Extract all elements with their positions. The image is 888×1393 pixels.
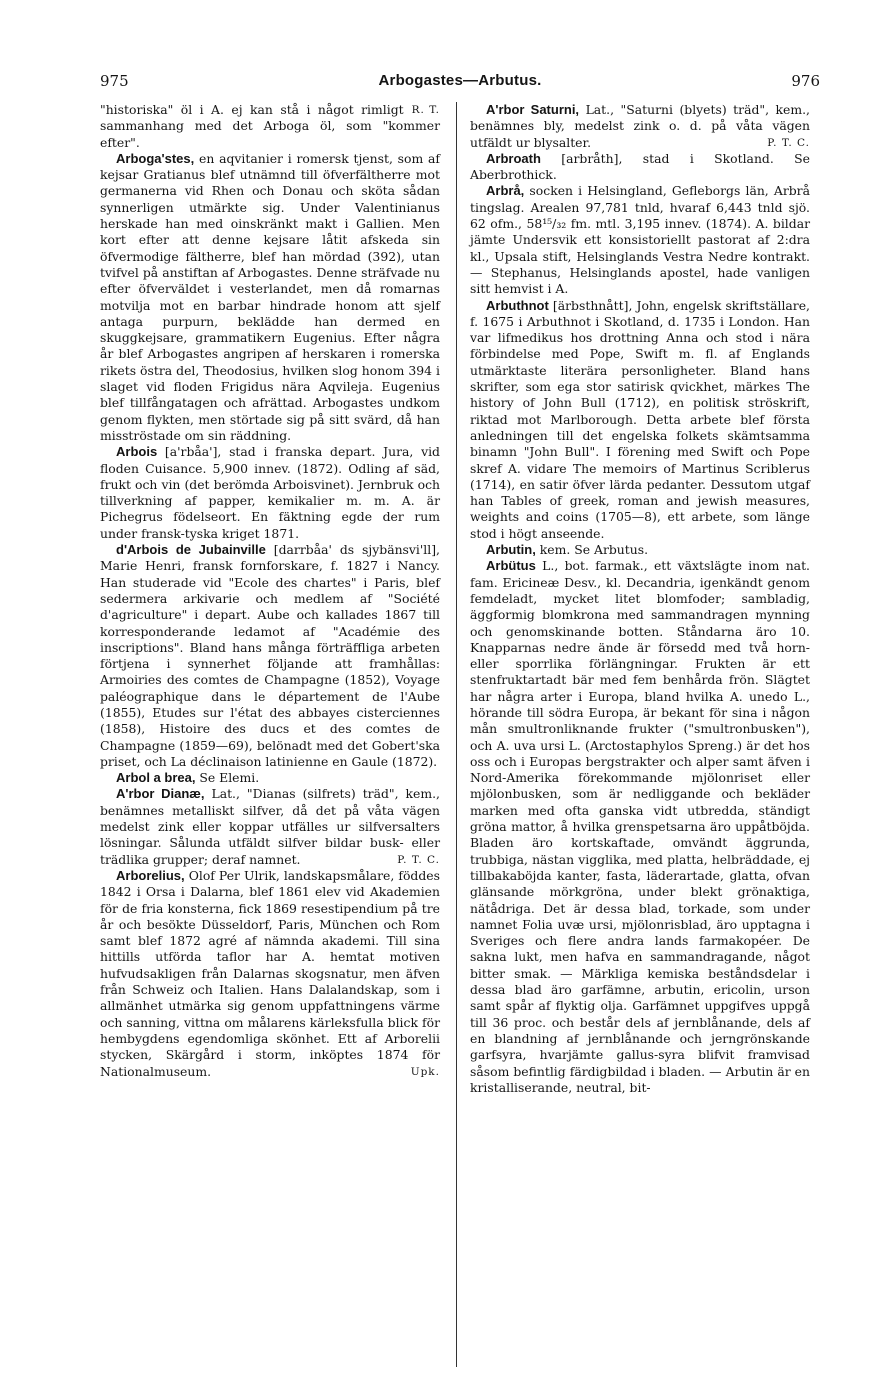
right-column xyxy=(470,102,810,1096)
entry-text: Se Elemi. xyxy=(195,770,260,786)
headword: A'rbor Saturni, xyxy=(486,102,580,117)
entry-text: Olof Per Ulrik, landskapsmålare, föddes 1842 i Orsa i Dalarna, blef 1861 elev vid Akademien för de fria konsterna, fick 1869 resestipendium på tre år och besökte Düsseldorf, Paris, München och Rom samt blef 1872 agré af nämnda akademi. Till sina hittills utförda taflor har A. hemtat motiven hufvudsakligen från Dalarnas skogsnatur, men äfven från Schweiz och Italien. Hans Dalalandskap, som i allmänhet utmärka sig genom uppfattningens värme och sanning, vittna om målarens kärleksfulla blick för hembygdens egendomliga skönhet. Ett af Arborelii stycken, Skärgård i storm, inköptes 1874 för Nationalmuseum. xyxy=(100,867,440,1079)
headword: Arbois xyxy=(116,444,158,460)
column-divider xyxy=(456,102,457,1367)
headword: A'rbor Dianæ, xyxy=(116,786,205,802)
entry xyxy=(100,770,440,786)
headword: Arbroath xyxy=(486,150,541,166)
page-header xyxy=(100,72,820,94)
signature: R. T. xyxy=(411,104,440,116)
entry-text: kem. Se Arbutus. xyxy=(535,542,649,558)
entry-text: [arbråth], stad i Skotland. Se Aberbrothick. xyxy=(470,150,810,183)
left-column xyxy=(100,102,440,1080)
entry xyxy=(100,786,440,867)
signature: P. T. C. xyxy=(397,853,440,866)
entry xyxy=(470,183,810,297)
entry xyxy=(100,151,440,444)
entry-text: [a'rbåa'], stad i franska depart. Jura, vid floden Cuisance. 5,900 innev. (1872). Odling af säd, frukt och vin (det berömda Arboisvinet). Jernbruk och tillverkning af papper, kemikalier m. m. A. är Pichegrus födelseort. En fäktning egde der rum under fransk-tyska kriget 1871. xyxy=(100,444,440,541)
entry xyxy=(470,558,810,1096)
entry-text: [darrbåa' ds sjybänsvi'll], Marie Henri, fransk fornforskare, f. 1827 i Nancy. Han studerade vid "Ecole des chartes" i Paris, blef sedermera arkivarie och medlem af "Société d'agriculture" i depart. Aube och kallades 1867 till korresponderande ledamot af "Académie des inscriptions". Bland hans många förträffliga arbeten förtjena i synnerhet följande att framhållas: Armoiries des comtes de Champagne (1852), Voyage paléographique dans le département de l'Aube (1855), Etudes sur l'état des abbayes cisterciennes (1858), Histoire des ducs et des comtes de Champagne (1859—69), belönadt med det Gobert'ska priset, och La déclinaison latinienne en Gaule (1872). xyxy=(100,542,440,769)
right-page-number: 976 xyxy=(791,72,820,90)
entry xyxy=(470,298,810,542)
entry xyxy=(100,542,440,770)
headword: Arbrå, xyxy=(486,183,525,199)
headword: Arbol a brea, xyxy=(116,770,196,786)
entry xyxy=(470,542,810,558)
headword: Arbuthnot xyxy=(486,297,549,313)
entry-text: en aqvitanier i romersk tjenst, som af kejsar Gratianus blef utnämnd till öfverfältherre mot germanerna vid Rhen och Donau och sköta sådan synnerligen utmärkte sig. Under Valentinianus herskade han med oinskränkt makt i Gallien. Men kort efter att denne kejsare låtit afskeda sin öfvermodige fältherre, blef han mördad (392), utan tvifvel på anstiftan af Arbogastes. Denne sträfvade nu efter öfverväldet i vesterlandet, men då romarnas motvilja mot en barbar hindrade honom att sjelf antaga purpurn, beklädde han dermed en skuggkejsare, grammatikern Eugenius. Efter några år blef Arbogastes angripen af herskaren i romerska rikets östra del, Theodosius, hvilken slog honom 394 i slaget vid floden Frigidus nära Aqvileja. Eugenius blef tillfångatagen och afrättad. Arbogastes undkom genom flykten, men störtade sig på sitt svärd, då han misströstade om sin räddning. xyxy=(100,150,440,443)
entry xyxy=(470,102,810,151)
entry-text: Lat., "Dianas (silfrets) träd", kem., benämnes metalliskt silfver, då det på våta vägen medelst zink eller koppar utfälles ur silfversalters lösningar. Sålunda utfäldt silfver bildar busk- eller trädlika grupper; deraf namnet. xyxy=(100,786,440,867)
headword: Arborelius, xyxy=(116,867,185,883)
signature: Upk. xyxy=(410,1065,440,1078)
entry-text: [ärbsthnått], John, engelsk skriftställare, f. 1675 i Arbuthnot i Skotland, d. 1735 i London. Han var lifmedikus hos drottning Anna och stod i nära förbindelse med Pope, Swift m. fl. af Englands utmärktaste literära personligheter. Bland hans skrifter, som ega stor satirisk qvickhet, märkes The history of John Bull (1712), en politisk ströskrift, riktad mot Marlborough. Detta arbete blef första anledningen till det engelska folkets skämtsamma binamn "John Bull". I förening med Swift och Pope skref A. vidare The memoirs of Martinus Scriblerus (1714), en satir öfver lärda pedanter. Dessutom utgaf han Tables of greek, roman and jewish measures, weights and coins (1705—8), ett arbete, som länge stod i högt anseende. xyxy=(470,297,810,541)
headword: Arboga'stes, xyxy=(116,150,195,166)
headword: Arbutin, xyxy=(486,542,536,558)
entry-text: L., bot. farmak., ett växtslägte inom nat. fam. Ericineæ Desv., kl. Decandria, igenkändt genom femdeladt, mycket litet blomfoder; sambladig, äggformig blomkrona med sammandragen mynning och genomskinande botten. Ståndarna äro 10. Knapparnas nedre ände är försedd med två horn- eller sporrlika förlängningar. Frukten är ett stenfruktartadt bär med fem benhårda frön. Slägtet har några arter i Europa, bland hvilka A. unedo L., hörande till södra Europa, är bekant för sina i någon mån smultronliknande frukter ("smultronbusken"), och A. uva ursi L. (Arctostaphylos Spreng.) är det hos oss och i Europas bergstrakter och alper samt äfven i Nord-Amerika förekommande mjölonriset eller mjölonbusken, som är nedliggande och bekläder marken med ofta ganska vidt utbredda, ständigt gröna mattor, å hvilka grenspetsarna äro uppåtböjda. Bladen äro kortskaftade, omvändt äggrunda, trubbiga, nästan vigglika, med platta, helbräddade, ej tillbakaböjda kanter, fasta, läderartade, glatta, ofvan glänsande mörkgröna, under blekt grönaktiga, nätådriga. Det är dessa blad, torkade, som under namnet Folia uvæ ursi, mjölonrisblad, äro upptagna i Sveriges och flere andra lands farmakopéer. De sakna lukt, men hafva en sammandragande, något bitter smak. — Märkliga kemiska beståndsdelar i dessa blad äro garfämne, arbutin, ericolin, urson samt spår af flyktig olja. Garfämnet uppgifves uppgå till 36 proc. och består dels af jernblånande, dels af en blandning af jernblånande och jerngrönskande garfsyra, hvarjämte gallus-syra blifvit framvisad såsom befintlig färdigbildad i bladen. — Arbutin är en kristalliserande, neutral, bit- xyxy=(470,558,810,1095)
headword: d'Arbois de Jubainville xyxy=(116,542,266,558)
entry xyxy=(100,444,440,542)
entry xyxy=(100,868,440,1080)
headword: Arbütus xyxy=(486,558,536,574)
entry-text: socken i Helsingland, Gefleborgs län, Arbrå tingslag. Arealen 97,781 tnld, hvaraf 6,443 tnld sjö. 62 ofm., 58¹⁵/₃₂ fm. mtl. 3,195 innev. (1874). A. bildar jämte Undersvik ett konsistoriellt pastorat af 2:dra kl., Upsala stift, Helsinglands Vestra Nedre kontrakt. — Stephanus, Helsinglands apostel, hade vanligen sitt hemvist i A. xyxy=(470,183,810,297)
entry-text: "historiska" öl i A. ej kan stå i något rimligt sammanhang med det Arboga öl, som "kommer efter". xyxy=(100,102,440,150)
entry-text: Lat., "Saturni (blyets) träd", kem., benämnes bly, medelst zink o. d. på våta vägen utfäldt ur blysalter. xyxy=(470,102,810,150)
running-title: Arbogastes—Arbutus. xyxy=(378,72,542,89)
left-page-number: 975 xyxy=(100,72,129,90)
signature: P. T. C. xyxy=(767,136,810,149)
entry xyxy=(470,151,810,184)
entry xyxy=(100,102,440,151)
